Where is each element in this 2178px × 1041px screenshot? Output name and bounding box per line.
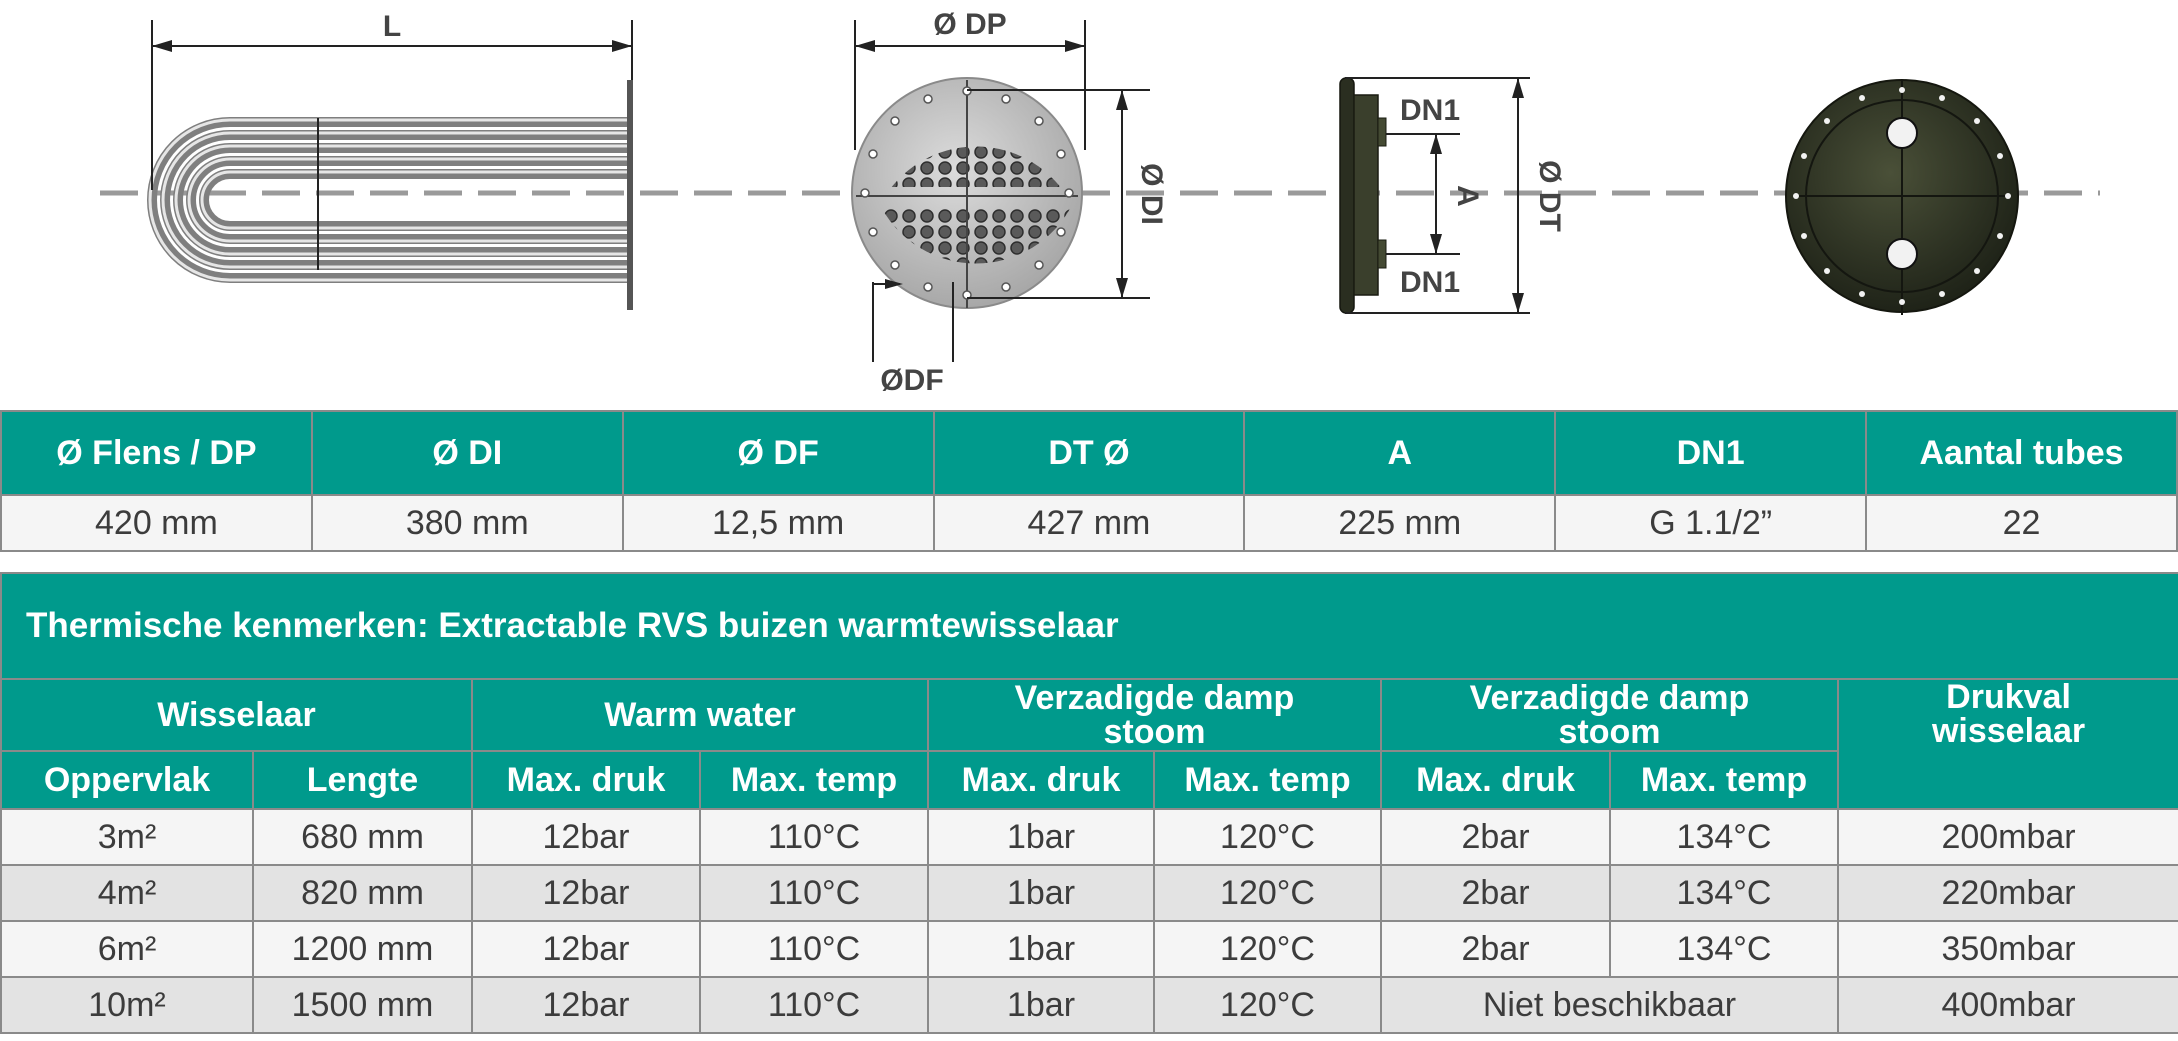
value-di: 380 mm: [312, 495, 623, 551]
header-a: A: [1244, 411, 1555, 495]
group-drukval-line1: Drukval: [1946, 678, 2071, 716]
cell-d1-druk: 1bar: [928, 809, 1154, 865]
dimension-label-dt: Ø DT: [1533, 160, 1566, 232]
cell-d2-druk: 2bar: [1381, 921, 1610, 977]
cell-ww-temp: 110°C: [700, 809, 928, 865]
cell-oppervlak: 6m²: [1, 921, 253, 977]
value-df: 12,5 mm: [623, 495, 934, 551]
value-flens-dp: 420 mm: [1, 495, 312, 551]
cell-d1-temp: 120°C: [1154, 809, 1381, 865]
cell-ww-druk: 12bar: [472, 809, 700, 865]
cell-d2-druk: 2bar: [1381, 809, 1610, 865]
cell-d1-temp: 120°C: [1154, 921, 1381, 977]
cell-drukval: 220mbar: [1838, 865, 2178, 921]
cell-ww-temp: 110°C: [700, 977, 928, 1033]
header-aantal-tubes: Aantal tubes: [1866, 411, 2177, 495]
cell-d1-druk: 1bar: [928, 921, 1154, 977]
cell-oppervlak: 3m²: [1, 809, 253, 865]
cell-d1-druk: 1bar: [928, 977, 1154, 1033]
subheader-d2-max-temp: Max. temp: [1610, 751, 1838, 809]
cell-d2-temp: 134°C: [1610, 921, 1838, 977]
cell-d2-druk: 2bar: [1381, 865, 1610, 921]
cell-lengte: 1500 mm: [253, 977, 472, 1033]
subheader-d2-max-druk: Max. druk: [1381, 751, 1610, 809]
technical-drawings: [0, 0, 2178, 405]
cell-d2-temp: 134°C: [1610, 865, 1838, 921]
tube-plate-drawing: [852, 8, 1168, 397]
group-damp1-line1: Verzadigde damp: [1014, 679, 1295, 717]
table-row: [1, 921, 2178, 977]
cell-lengte: 1200 mm: [253, 921, 472, 977]
cover-front-drawing: [1786, 80, 2018, 315]
cell-d2-temp: 134°C: [1610, 809, 1838, 865]
group-warm-water: Warm water: [472, 679, 928, 751]
dimensions-table: [0, 410, 2178, 552]
header-di: Ø DI: [312, 411, 623, 495]
header-flens-dp: Ø Flens / DP: [1, 411, 312, 495]
subheader-ww-max-druk: Max. druk: [472, 751, 700, 809]
dimension-label-dp: Ø DP: [933, 8, 1007, 41]
subheader-ww-max-temp: Max. temp: [700, 751, 928, 809]
subheader-oppervlak: Oppervlak: [1, 751, 253, 809]
value-dn1: G 1.1/2”: [1555, 495, 1866, 551]
cell-ww-druk: 12bar: [472, 865, 700, 921]
cell-ww-druk: 12bar: [472, 977, 700, 1033]
thermal-table: [0, 572, 2178, 1034]
thermal-table-title: Thermische kenmerken: Extractable RVS buizen warmtewisselaar: [1, 573, 2178, 679]
dimension-label-dn1-top: DN1: [1399, 94, 1461, 127]
subheader-d1-max-temp: Max. temp: [1154, 751, 1381, 809]
value-dt: 427 mm: [934, 495, 1245, 551]
thermal-group-row: [1, 679, 2178, 751]
group-drukval-line2: wisselaar: [1931, 712, 2086, 750]
subheader-lengte: Lengte: [253, 751, 472, 809]
value-a: 225 mm: [1244, 495, 1555, 551]
cell-d1-temp: 120°C: [1154, 977, 1381, 1033]
cell-drukval: 200mbar: [1838, 809, 2178, 865]
table-row: [1, 809, 2178, 865]
cell-d2-niet-beschikbaar: Niet beschikbaar: [1381, 977, 1838, 1033]
dimension-label-di: Ø DI: [1135, 163, 1168, 225]
table-row: [1, 865, 2178, 921]
cell-d1-druk: 1bar: [928, 865, 1154, 921]
group-verzadigde-damp-1: [928, 679, 1381, 751]
cell-lengte: 680 mm: [253, 809, 472, 865]
group-wisselaar: Wisselaar: [1, 679, 472, 751]
dimension-label-df: ØDF: [880, 364, 944, 397]
group-damp1-line2: stoom: [1103, 713, 1206, 751]
cell-oppervlak: 10m²: [1, 977, 253, 1033]
group-verzadigde-damp-2: [1381, 679, 1838, 751]
u-tube-bundle-drawing: [150, 10, 633, 310]
header-dt: DT Ø: [934, 411, 1245, 495]
group-damp2-line2: stoom: [1558, 713, 1661, 751]
header-df: Ø DF: [623, 411, 934, 495]
group-drukval: [1838, 679, 2178, 809]
cell-lengte: 820 mm: [253, 865, 472, 921]
table-row: [1, 977, 2178, 1033]
dimensions-value-row: [1, 495, 2177, 551]
group-damp2-line1: Verzadigde damp: [1469, 679, 1750, 717]
cell-drukval: 350mbar: [1838, 921, 2178, 977]
thermal-title-row: [1, 573, 2178, 679]
dimension-label-l: L: [382, 10, 402, 43]
header-dn1: DN1: [1555, 411, 1866, 495]
value-aantal-tubes: 22: [1866, 495, 2177, 551]
dimension-label-dn1-bottom: DN1: [1399, 266, 1461, 299]
cell-ww-temp: 110°C: [700, 865, 928, 921]
dimension-label-a: A: [1451, 185, 1484, 207]
cell-d1-temp: 120°C: [1154, 865, 1381, 921]
cell-drukval: 400mbar: [1838, 977, 2178, 1033]
cell-ww-druk: 12bar: [472, 921, 700, 977]
cell-oppervlak: 4m²: [1, 865, 253, 921]
dimensions-header-row: [1, 411, 2177, 495]
cell-ww-temp: 110°C: [700, 921, 928, 977]
subheader-d1-max-druk: Max. druk: [928, 751, 1154, 809]
